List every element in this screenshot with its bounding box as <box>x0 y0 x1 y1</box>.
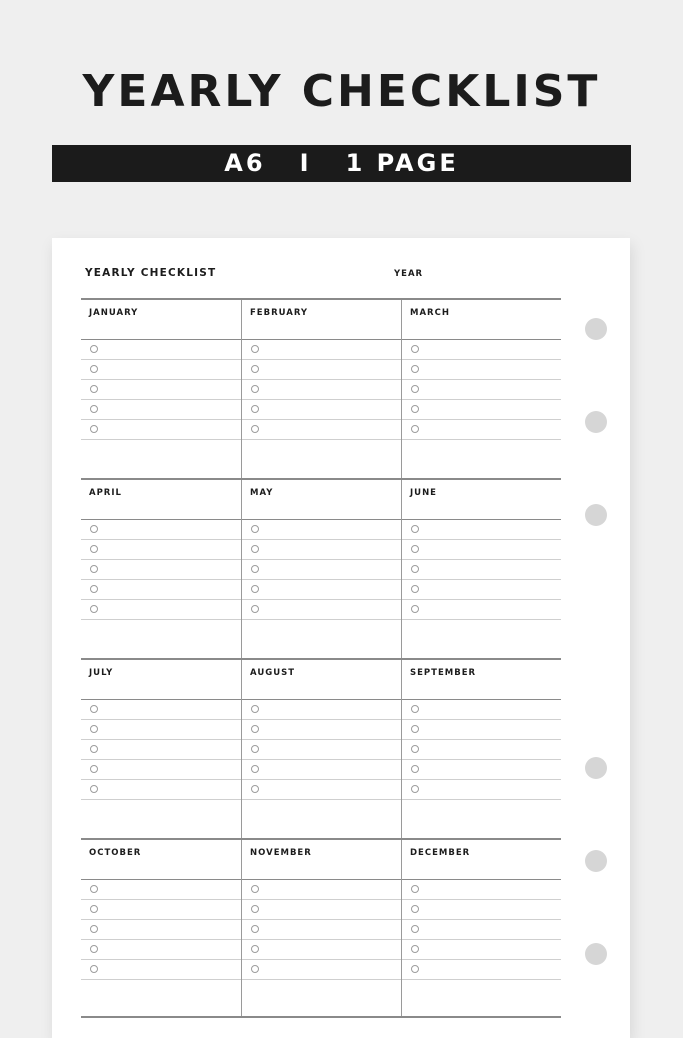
checklist-item[interactable] <box>402 580 561 600</box>
checkbox-circle-icon[interactable] <box>90 345 98 353</box>
checkbox-circle-icon[interactable] <box>90 525 98 533</box>
checkbox-circle-icon[interactable] <box>411 585 419 593</box>
checklist-item[interactable] <box>242 760 401 780</box>
checkbox-circle-icon[interactable] <box>411 405 419 413</box>
checklist-item[interactable] <box>402 340 561 360</box>
checklist-item[interactable] <box>242 520 401 540</box>
checkbox-circle-icon[interactable] <box>90 765 98 773</box>
month-cell-october <box>81 840 241 1016</box>
checklist-item[interactable] <box>402 760 561 780</box>
main-title: YEARLY CHECKLIST <box>82 66 601 117</box>
month-label: SEPTEMBER <box>402 660 561 700</box>
month-label: NOVEMBER <box>242 840 401 880</box>
checklist-item[interactable] <box>242 420 401 440</box>
checkbox-circle-icon[interactable] <box>251 525 259 533</box>
binder-hole <box>585 943 607 965</box>
checkbox-circle-icon[interactable] <box>90 785 98 793</box>
checkbox-circle-icon[interactable] <box>90 385 98 393</box>
quarter-row-3 <box>81 658 561 838</box>
checkbox-circle-icon[interactable] <box>411 545 419 553</box>
month-cell-march <box>401 300 561 478</box>
checkbox-circle-icon[interactable] <box>411 925 419 933</box>
checklist-item[interactable] <box>242 960 401 980</box>
checklist-item[interactable] <box>242 560 401 580</box>
checkbox-circle-icon[interactable] <box>411 885 419 893</box>
checklist-item[interactable] <box>402 940 561 960</box>
checklist-item[interactable] <box>242 360 401 380</box>
checklist-item[interactable] <box>81 580 241 600</box>
month-label: JULY <box>81 660 241 700</box>
month-label: JUNE <box>402 480 561 520</box>
checkbox-circle-icon[interactable] <box>411 705 419 713</box>
checklist-item[interactable] <box>402 600 561 620</box>
checkbox-circle-icon[interactable] <box>90 945 98 953</box>
checkbox-circle-icon[interactable] <box>251 925 259 933</box>
checklist-item[interactable] <box>242 400 401 420</box>
checkbox-circle-icon[interactable] <box>251 605 259 613</box>
checklist-item[interactable] <box>242 380 401 400</box>
checklist-item[interactable] <box>402 900 561 920</box>
month-cell-june <box>401 480 561 658</box>
checkbox-circle-icon[interactable] <box>411 605 419 613</box>
sheet-title: YEARLY CHECKLIST <box>85 267 217 279</box>
checklist-item[interactable] <box>402 780 561 800</box>
month-cell-may <box>241 480 401 658</box>
month-label: DECEMBER <box>402 840 561 880</box>
checklist-item[interactable] <box>81 720 241 740</box>
checkbox-circle-icon[interactable] <box>411 425 419 433</box>
quarter-row-1 <box>81 298 561 478</box>
checkbox-circle-icon[interactable] <box>411 945 419 953</box>
checklist-item[interactable] <box>402 380 561 400</box>
checkbox-circle-icon[interactable] <box>411 965 419 973</box>
checklist-item[interactable] <box>81 420 241 440</box>
month-cell-november <box>241 840 401 1016</box>
checklist-item[interactable] <box>81 360 241 380</box>
checklist-item[interactable] <box>242 580 401 600</box>
planner-sheet <box>52 238 630 1038</box>
checklist-item[interactable] <box>81 740 241 760</box>
checklist-item[interactable] <box>242 600 401 620</box>
checkbox-circle-icon[interactable] <box>90 905 98 913</box>
checklist-item[interactable] <box>402 700 561 720</box>
checklist-item[interactable] <box>402 880 561 900</box>
month-grid <box>81 298 561 1018</box>
checklist-item[interactable] <box>402 560 561 580</box>
checklist-item[interactable] <box>81 880 241 900</box>
checkbox-circle-icon[interactable] <box>251 905 259 913</box>
checklist-item[interactable] <box>242 540 401 560</box>
checklist-item[interactable] <box>81 340 241 360</box>
checkbox-circle-icon[interactable] <box>251 725 259 733</box>
month-cell-february <box>241 300 401 478</box>
checkbox-circle-icon[interactable] <box>90 425 98 433</box>
month-cell-april <box>81 480 241 658</box>
checkbox-circle-icon[interactable] <box>251 585 259 593</box>
month-cell-august <box>241 660 401 838</box>
checklist-item[interactable] <box>402 360 561 380</box>
binder-hole <box>585 757 607 779</box>
checkbox-circle-icon[interactable] <box>251 545 259 553</box>
checklist-item[interactable] <box>81 600 241 620</box>
checkbox-circle-icon[interactable] <box>251 565 259 573</box>
month-cell-july <box>81 660 241 838</box>
checkbox-circle-icon[interactable] <box>251 885 259 893</box>
checklist-item[interactable] <box>81 380 241 400</box>
checkbox-circle-icon[interactable] <box>251 385 259 393</box>
checkbox-circle-icon[interactable] <box>90 405 98 413</box>
month-label: JANUARY <box>81 300 241 340</box>
year-label: YEAR <box>394 269 424 279</box>
checklist-item[interactable] <box>81 900 241 920</box>
checkbox-circle-icon[interactable] <box>411 345 419 353</box>
checklist-item[interactable] <box>81 560 241 580</box>
month-cell-september <box>401 660 561 838</box>
checkbox-circle-icon[interactable] <box>90 545 98 553</box>
checklist-item[interactable] <box>242 940 401 960</box>
month-label: AUGUST <box>242 660 401 700</box>
checklist-item[interactable] <box>402 920 561 940</box>
binder-hole <box>585 850 607 872</box>
month-label: FEBRUARY <box>242 300 401 340</box>
month-cell-december <box>401 840 561 1016</box>
checkbox-circle-icon[interactable] <box>411 565 419 573</box>
quarter-row-4 <box>81 838 561 1018</box>
checklist-item[interactable] <box>81 920 241 940</box>
checkbox-circle-icon[interactable] <box>251 745 259 753</box>
checklist-item[interactable] <box>81 520 241 540</box>
checkbox-circle-icon[interactable] <box>251 705 259 713</box>
month-label: MARCH <box>402 300 561 340</box>
checkbox-circle-icon[interactable] <box>90 965 98 973</box>
checklist-item[interactable] <box>402 740 561 760</box>
checkbox-circle-icon[interactable] <box>251 365 259 373</box>
month-label: APRIL <box>81 480 241 520</box>
checkbox-circle-icon[interactable] <box>90 885 98 893</box>
checkbox-circle-icon[interactable] <box>90 705 98 713</box>
checklist-item[interactable] <box>402 720 561 740</box>
checklist-item[interactable] <box>242 700 401 720</box>
checkbox-circle-icon[interactable] <box>411 725 419 733</box>
month-cell-january <box>81 300 241 478</box>
checklist-item[interactable] <box>81 400 241 420</box>
checklist-item[interactable] <box>402 520 561 540</box>
checklist-item[interactable] <box>242 740 401 760</box>
month-label: OCTOBER <box>81 840 241 880</box>
checkbox-circle-icon[interactable] <box>411 765 419 773</box>
checkbox-circle-icon[interactable] <box>251 765 259 773</box>
checkbox-circle-icon[interactable] <box>411 525 419 533</box>
checkbox-circle-icon[interactable] <box>251 965 259 973</box>
checklist-item[interactable] <box>402 540 561 560</box>
checklist-item[interactable] <box>242 780 401 800</box>
checkbox-circle-icon[interactable] <box>251 405 259 413</box>
checkbox-circle-icon[interactable] <box>90 585 98 593</box>
checklist-item[interactable] <box>402 420 561 440</box>
binder-hole <box>585 504 607 526</box>
checkbox-circle-icon[interactable] <box>411 905 419 913</box>
checkbox-circle-icon[interactable] <box>411 785 419 793</box>
checkbox-circle-icon[interactable] <box>251 345 259 353</box>
quarter-row-2 <box>81 478 561 658</box>
binder-hole <box>585 318 607 340</box>
checklist-item[interactable] <box>242 880 401 900</box>
checklist-item[interactable] <box>242 340 401 360</box>
checkbox-circle-icon[interactable] <box>411 745 419 753</box>
checkbox-circle-icon[interactable] <box>90 745 98 753</box>
checkbox-circle-icon[interactable] <box>90 605 98 613</box>
checkbox-circle-icon[interactable] <box>90 925 98 933</box>
checkbox-circle-icon[interactable] <box>90 365 98 373</box>
checklist-item[interactable] <box>81 540 241 560</box>
checklist-item[interactable] <box>402 960 561 980</box>
binder-hole <box>585 411 607 433</box>
checklist-item[interactable] <box>81 700 241 720</box>
month-label: MAY <box>242 480 401 520</box>
checkbox-circle-icon[interactable] <box>251 785 259 793</box>
checkbox-circle-icon[interactable] <box>90 725 98 733</box>
checkbox-circle-icon[interactable] <box>411 365 419 373</box>
checklist-item[interactable] <box>81 960 241 980</box>
checkbox-circle-icon[interactable] <box>90 565 98 573</box>
checklist-item[interactable] <box>242 720 401 740</box>
checkbox-circle-icon[interactable] <box>251 945 259 953</box>
format-banner: A6 I 1 PAGE <box>52 145 631 182</box>
checklist-item[interactable] <box>81 760 241 780</box>
checklist-item[interactable] <box>81 940 241 960</box>
checkbox-circle-icon[interactable] <box>411 385 419 393</box>
checklist-item[interactable] <box>81 780 241 800</box>
checklist-item[interactable] <box>402 400 561 420</box>
checklist-item[interactable] <box>242 920 401 940</box>
checklist-item[interactable] <box>242 900 401 920</box>
checkbox-circle-icon[interactable] <box>251 425 259 433</box>
